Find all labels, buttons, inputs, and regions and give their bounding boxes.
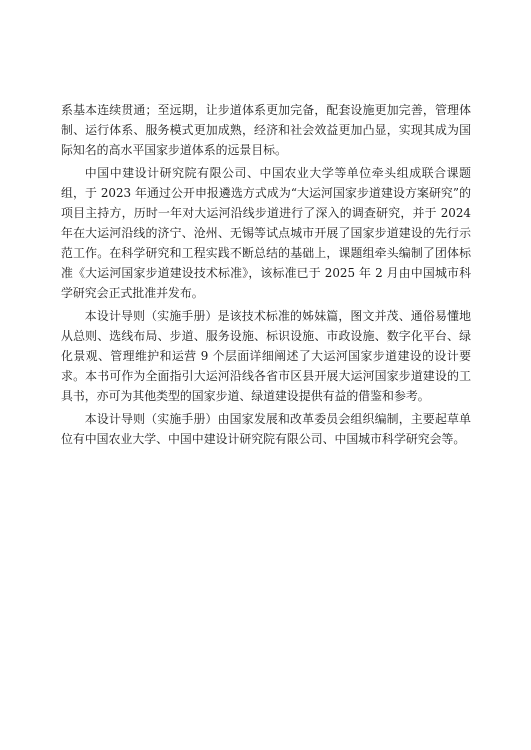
paragraph-continuation: 系基本连续贯通；至远期，让步道体系更加完备，配套设施更加完善，管理体制、运行体系、服务模式更加成熟，经济和社会效益更加凸显，实现其成为国际知名的高水平国家步道体系的远景目标。 — [61, 103, 471, 157]
paragraph-drafting-units: 本设计导则（实施手册）由国家发展和改革委员会组织编制，主要起草单位有中国农业大学、中国中建设计研究院有限公司、中国城市科学研究会等。 — [61, 412, 471, 446]
body-text — [61, 100, 471, 449]
paragraph-guideline-scope: 本设计导则（实施手册）是该技术标准的姊妹篇，图文并茂、通俗易懂地从总则、选线布局、步道、服务设施、标识设施、市政设施、数字化平台、绿化景观、管理维护和运营 9 个层面详细阐述了大运河国家步道建设的设计要求。本书可作为全面指引大运河沿线各省市区县开展大运河国家步道建设的工具书，亦可为其他类型的国家步道、绿道建设提供有益的借鉴和参考。 — [61, 309, 471, 403]
paragraph-research-team: 中国中建设计研究院有限公司、中国农业大学等单位牵头组成联合课题组，于 2023 年通过公开申报遴选方式成为“大运河国家步道建设方案研究”的项目主持方，历时一年对大运河沿线步道进行了深入的调查研究，并于 2024 年在大运河沿线的济宁、沧州、无锡等试点城市开展了国家步道建设的先行示范工作。在科学研究和工程实践不断总结的基础上，课题组牵头编制了团体标准《大运河国家步道建设技术标准》，该标准已于 2025 年 2 月由中国城市科学研究会正式批准并发布。 — [61, 166, 471, 300]
